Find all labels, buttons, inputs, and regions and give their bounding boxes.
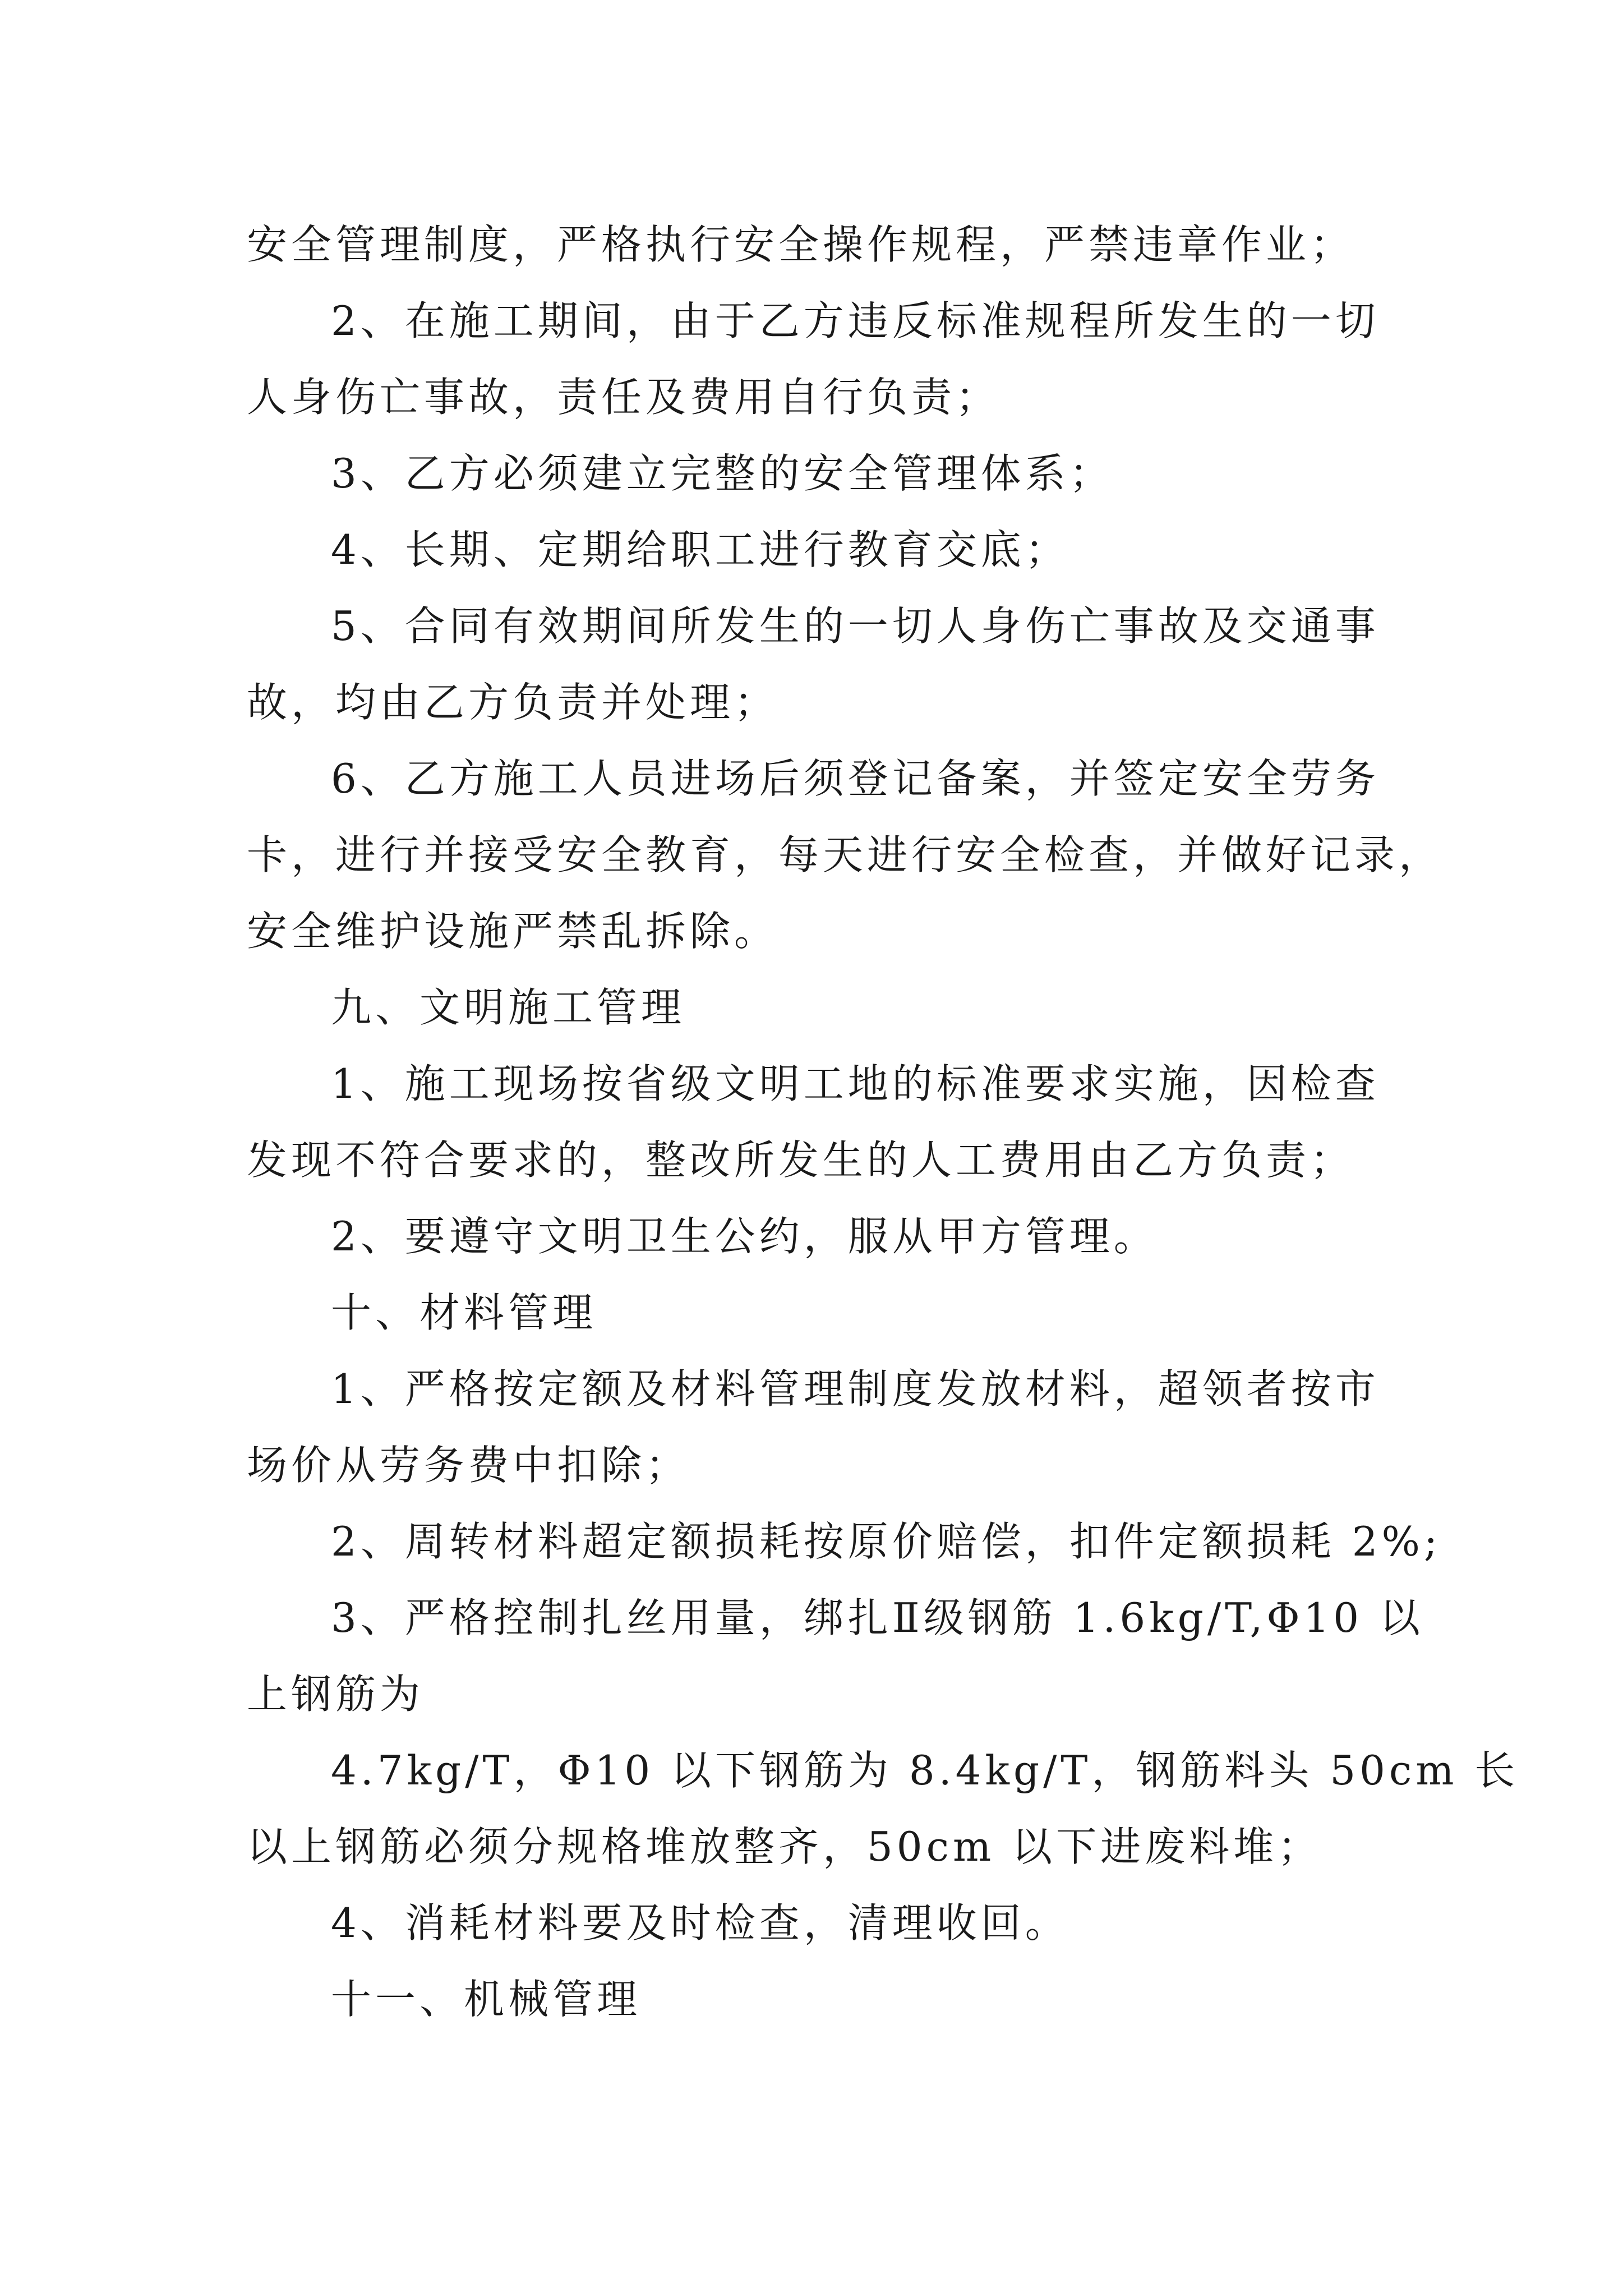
text-line: 2、要遵守文明卫生公约，服从甲方管理。 [331, 1213, 1158, 1260]
text-line: 4.7kg/T，Φ10 以下钢筋为 8.4kg/T，钢筋料头 50cm 长 [331, 1747, 1519, 1794]
text-line: 5、合同有效期间所发生的一切人身伤亡事故及交通事 [331, 602, 1380, 650]
text-line: 上钢筋为 [247, 1671, 425, 1718]
text-line: 3、严格控制扎丝用量，绑扎Ⅱ级钢筋 1.6kg/T,Φ10 以 [331, 1594, 1424, 1641]
text-line: 1、施工现场按省级文明工地的标准要求实施，因检查 [331, 1060, 1380, 1107]
text-line: 1、严格按定额及材料管理制度发放材料，超领者按市 [331, 1365, 1380, 1412]
text-line: 场价从劳务费中扣除； [247, 1442, 690, 1489]
text-line: 人身伤亡事故，责任及费用自行负责； [247, 374, 1000, 421]
text-line: 4、长期、定期给职工进行教育交底； [331, 526, 1069, 573]
text-line: 2、周转材料超定额损耗按原价赔偿，扣件定额损耗 2%; [331, 1518, 1442, 1565]
text-line: 安全管理制度，严格执行安全操作规程，严禁违章作业； [247, 221, 1355, 268]
text-line: 发现不符合要求的，整改所发生的人工费用由乙方负责； [247, 1137, 1355, 1184]
section-heading: 十一、机械管理 [331, 1976, 642, 2023]
text-line: 以上钢筋必须分规格堆放整齐，50cm 以下进废料堆； [247, 1823, 1322, 1870]
text-line: 故，均由乙方负责并处理； [247, 679, 779, 726]
section-heading: 九、文明施工管理 [331, 984, 686, 1031]
text-line: 卡，进行并接受安全教育，每天进行安全检查，并做好记录， [247, 831, 1444, 878]
text-line: 2、在施工期间，由于乙方违反标准规程所发生的一切 [331, 297, 1380, 344]
document-body [247, 206, 1519, 2037]
text-line: 安全维护设施严禁乱拆除。 [247, 908, 779, 955]
text-line: 4、消耗材料要及时检查，清理收回。 [331, 1899, 1069, 1947]
text-line: 3、乙方必须建立完整的安全管理体系； [331, 450, 1114, 497]
text-line: 6、乙方施工人员进场后须登记备案，并签定安全劳务 [331, 755, 1380, 802]
section-heading: 十、材料管理 [331, 1289, 597, 1336]
